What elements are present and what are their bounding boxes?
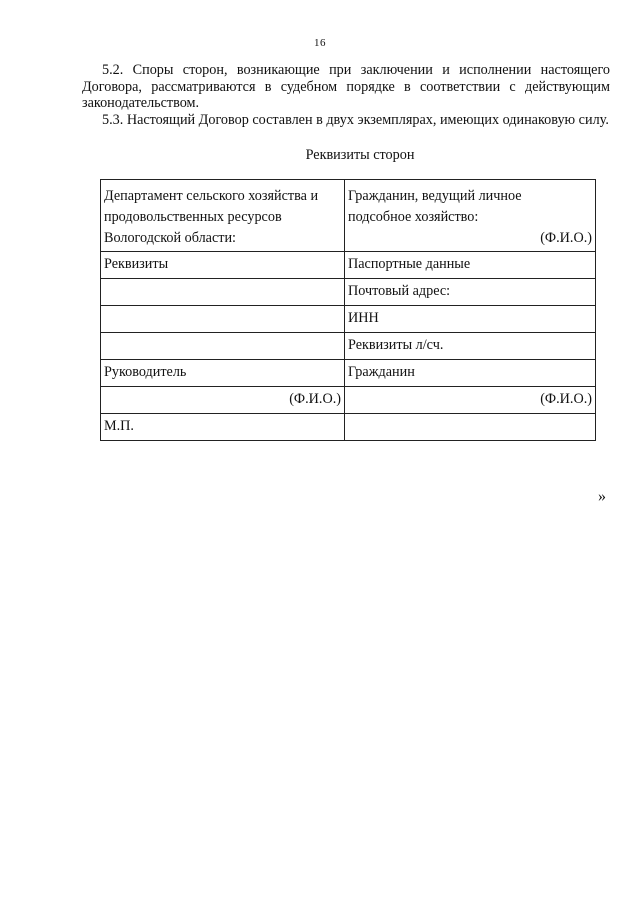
address-label: Почтовый адрес: [345,279,596,306]
empty-cell [101,279,345,306]
paragraph-5-3: 5.3. Настоящий Договор составлен в двух экземплярах, имеющих одинаковую силу. [102,112,609,128]
head-label: Руководитель [101,360,345,387]
inn-label: ИНН [345,306,596,333]
citizen-label: Гражданин [345,360,596,387]
table-row [101,333,596,360]
paragraph-5-2: 5.2. Споры сторон, возникающие при заключении и исполнении настоящего Договора, рассматриваются в судебном порядке в соответствии с действующим законодательством. [82,62,610,111]
table-row [101,414,596,441]
page-number: 16 [314,37,326,49]
department-line-2: продовольственных ресурсов [104,209,282,225]
empty-cell [101,333,345,360]
citizen-fio: (Ф.И.О.) [540,230,592,246]
account-label: Реквизиты л/сч. [345,333,596,360]
requisites-label: Реквизиты [101,252,345,279]
table-row [101,252,596,279]
passport-label: Паспортные данные [345,252,596,279]
head-fio: (Ф.И.О.) [101,387,345,414]
table-row [101,306,596,333]
requisites-table [100,179,596,441]
table-row [101,387,596,414]
table-row [101,180,596,252]
department-line-1: Департамент сельского хозяйства и [104,188,319,204]
citizen-line-2: подсобное хозяйство: [348,209,479,225]
empty-cell [101,306,345,333]
requisites-title: Реквизиты сторон [305,147,415,163]
department-cell [101,180,345,252]
table-row [101,360,596,387]
citizen-signature-fio: (Ф.И.О.) [345,387,596,414]
table-row [101,279,596,306]
stamp-label: М.П. [101,414,345,441]
empty-cell [345,414,596,441]
closing-quote: » [598,488,606,505]
citizen-cell [345,180,596,252]
department-line-3: Вологодской области: [104,230,236,246]
citizen-line-1: Гражданин, ведущий личное [348,188,522,204]
